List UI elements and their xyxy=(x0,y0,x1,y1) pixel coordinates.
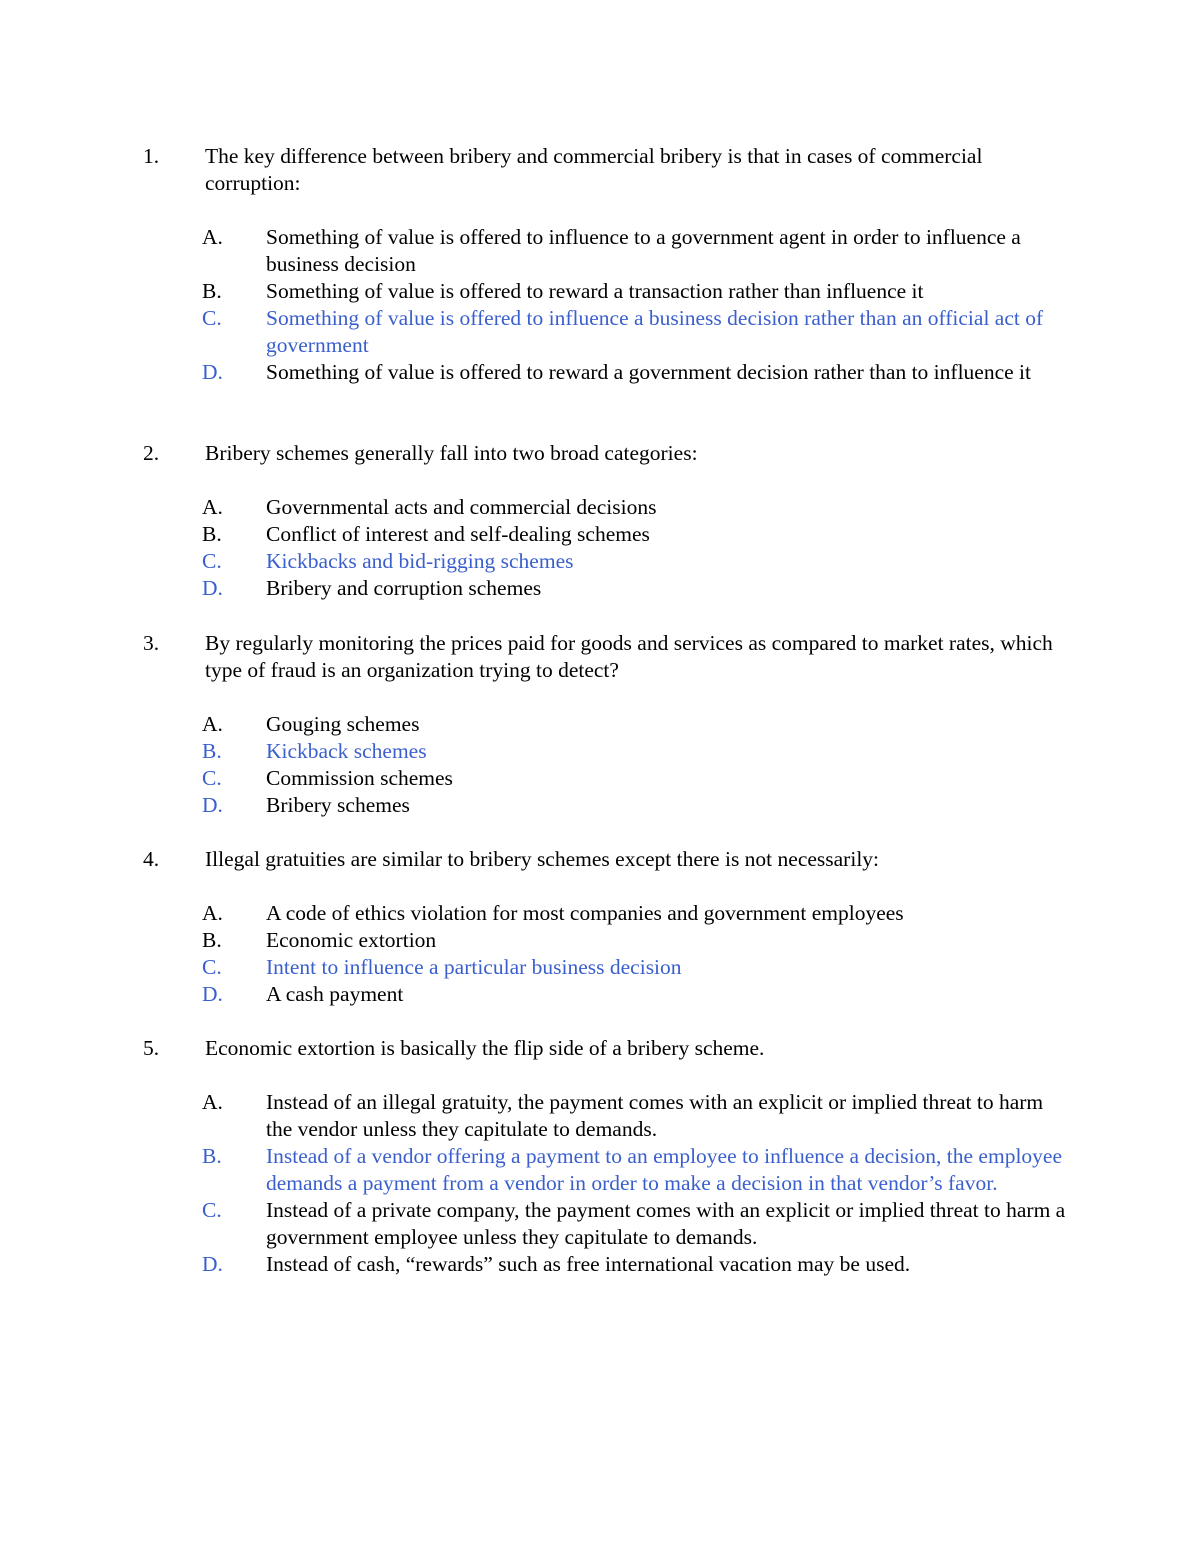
answer-options xyxy=(143,1089,1073,1278)
option-text: Something of value is offered to influence to a government agent in order to influence a business decision xyxy=(266,225,1021,276)
question-text: By regularly monitoring the prices paid for goods and services as compared to market rates, which type of fraud is an organization trying to detect? xyxy=(205,631,1053,682)
option-b-highlighted xyxy=(202,738,1073,765)
answer-options xyxy=(143,494,1073,602)
option-text: Governmental acts and commercial decisions xyxy=(266,495,657,519)
option-a xyxy=(202,494,1073,521)
option-letter: D. xyxy=(202,982,223,1006)
question-text: Bribery schemes generally fall into two broad categories: xyxy=(205,441,698,465)
option-letter: C. xyxy=(202,549,222,573)
question-stem xyxy=(143,630,1073,684)
question-number: 1. xyxy=(143,144,160,168)
option-letter: C. xyxy=(202,306,222,330)
option-text: Bribery schemes xyxy=(266,793,410,817)
option-d xyxy=(202,359,1073,386)
option-text: Instead of a private company, the payment comes with an explicit or implied threat to harm a government employee unless they capitulate to demands. xyxy=(266,1198,1066,1249)
option-letter: C. xyxy=(202,766,222,790)
option-letter: B. xyxy=(202,279,222,303)
option-text: Something of value is offered to reward a government decision rather than to influence it xyxy=(266,360,1031,384)
question-number: 2. xyxy=(143,441,160,465)
question-1 xyxy=(143,143,1073,386)
question-number: 5. xyxy=(143,1036,160,1060)
option-text: Gouging schemes xyxy=(266,712,420,736)
option-b xyxy=(202,521,1073,548)
question-text: Economic extortion is basically the flip side of a bribery scheme. xyxy=(205,1036,765,1060)
option-c xyxy=(202,1197,1073,1251)
option-letter: A. xyxy=(202,712,223,736)
option-text: Instead of a vendor offering a payment to an employee to influence a decision, the employee demands a payment from a vendor in order to make a decision in that vendor’s favor. xyxy=(266,1144,1063,1195)
option-text: Something of value is offered to reward a transaction rather than influence it xyxy=(266,279,924,303)
question-4 xyxy=(143,846,1073,1008)
question-2 xyxy=(143,440,1073,602)
option-text: Intent to influence a particular business decision xyxy=(266,955,682,979)
option-text: Conflict of interest and self-dealing schemes xyxy=(266,522,650,546)
question-stem xyxy=(143,143,1073,197)
option-a xyxy=(202,1089,1073,1143)
option-text: Kickback schemes xyxy=(266,739,427,763)
question-text: Illegal gratuities are similar to bribery schemes except there is not necessarily: xyxy=(205,847,880,871)
option-letter: D. xyxy=(202,793,223,817)
option-letter: A. xyxy=(202,495,223,519)
option-c xyxy=(202,765,1073,792)
option-text: Instead of an illegal gratuity, the payment comes with an explicit or implied threat to harm the vendor unless they capitulate to demands. xyxy=(266,1090,1044,1141)
option-a xyxy=(202,711,1073,738)
option-a xyxy=(202,224,1073,278)
option-letter: C. xyxy=(202,1198,222,1222)
answer-options xyxy=(143,224,1073,386)
option-c-highlighted xyxy=(202,548,1073,575)
option-text: Something of value is offered to influence a business decision rather than an official act of government xyxy=(266,306,1044,357)
option-c-highlighted xyxy=(202,305,1073,359)
option-text: Commission schemes xyxy=(266,766,453,790)
option-letter: C. xyxy=(202,955,222,979)
option-letter: D. xyxy=(202,1252,223,1276)
option-letter: B. xyxy=(202,522,222,546)
option-d xyxy=(202,981,1073,1008)
option-text: Instead of cash, “rewards” such as free international vacation may be used. xyxy=(266,1252,911,1276)
answer-options xyxy=(143,900,1073,1008)
option-text: A code of ethics violation for most companies and government employees xyxy=(266,901,904,925)
question-text: The key difference between bribery and commercial bribery is that in cases of commercial corruption: xyxy=(205,144,983,195)
answer-options xyxy=(143,711,1073,819)
option-b xyxy=(202,927,1073,954)
question-stem xyxy=(143,846,1073,873)
option-b-highlighted xyxy=(202,1143,1073,1197)
option-letter: D. xyxy=(202,360,223,384)
question-3 xyxy=(143,630,1073,819)
option-a xyxy=(202,900,1073,927)
question-number: 4. xyxy=(143,847,160,871)
option-text: A cash payment xyxy=(266,982,404,1006)
option-letter: D. xyxy=(202,576,223,600)
option-letter: B. xyxy=(202,739,222,763)
option-d xyxy=(202,1251,1073,1278)
option-c-highlighted xyxy=(202,954,1073,981)
option-d xyxy=(202,792,1073,819)
option-letter: B. xyxy=(202,1144,222,1168)
question-number: 3. xyxy=(143,631,160,655)
option-letter: A. xyxy=(202,1090,223,1114)
option-b xyxy=(202,278,1073,305)
option-d xyxy=(202,575,1073,602)
question-stem xyxy=(143,440,1073,467)
option-text: Bribery and corruption schemes xyxy=(266,576,542,600)
option-letter: B. xyxy=(202,928,222,952)
option-letter: A. xyxy=(202,901,223,925)
question-5 xyxy=(143,1035,1073,1278)
option-letter: A. xyxy=(202,225,223,249)
question-stem xyxy=(143,1035,1073,1062)
option-text: Economic extortion xyxy=(266,928,437,952)
option-text: Kickbacks and bid-rigging schemes xyxy=(266,549,574,573)
